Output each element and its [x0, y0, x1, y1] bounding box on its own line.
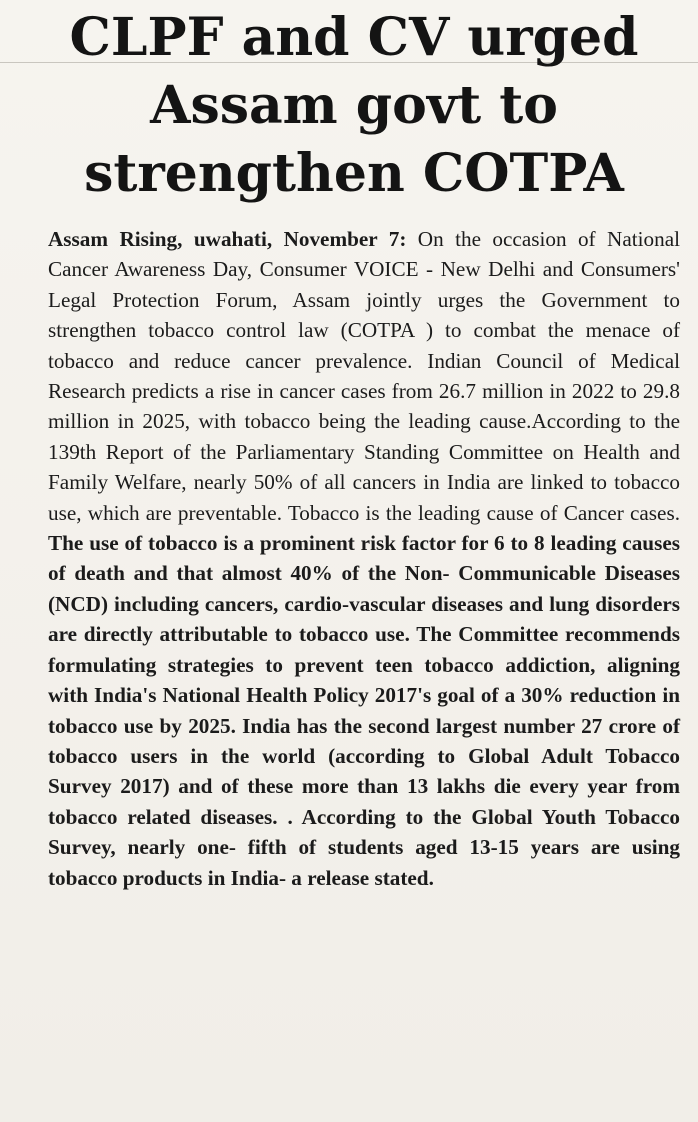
headline-line-2: Assam govt to — [150, 75, 558, 136]
article-text-bold: The use of tobacco is a prominent risk factor for 6 to 8 leading causes of death and that almost 40% of the Non- Communicable Diseases (NCD) including cancers, cardio-vascular diseases and lung disorders are directly attributable to tobacco use. The Committee recommends formulating strategies to prevent teen tobacco addiction, aligning with India's National Health Policy 2017's goal of a 30% reduction in tobacco use by 2025. India has the second largest number 27 crore of tobacco users in the world (according to Global Adult Tobacco Survey 2017) and of these more than 13 lakhs die every year from tobacco related diseases. . According to the Global Youth Tobacco Survey, nearly one- fifth of students aged 13-15 years are using tobacco products in India- a release stated. — [48, 531, 680, 890]
article-body — [48, 224, 680, 893]
headline-line-1: CLPF and CV urged — [69, 7, 639, 68]
headline-line-3: strengthen COTPA — [84, 143, 624, 204]
dateline: Assam Rising, uwahati, November 7: — [48, 227, 407, 251]
article-text-regular: On the occasion of National Cancer Awareness Day, Consumer VOICE - New Delhi and Consumers' Legal Protection Forum, Assam jointly urges the Government to strengthen tobacco control law (COTPA ) to combat the menace of tobacco and reduce cancer prevalence. Indian Council of Medical Research predicts a rise in cancer cases from 26.7 million in 2022 to 29.8 million in 2025, with tobacco being the leading cause.According to the 139th Report of the Parliamentary Standing Committee on Health and Family Welfare, nearly 50% of all cancers in India are linked to tobacco use, which are preventable. Tobacco is the leading cause of Cancer cases. — [48, 227, 680, 525]
headline — [34, 4, 674, 208]
